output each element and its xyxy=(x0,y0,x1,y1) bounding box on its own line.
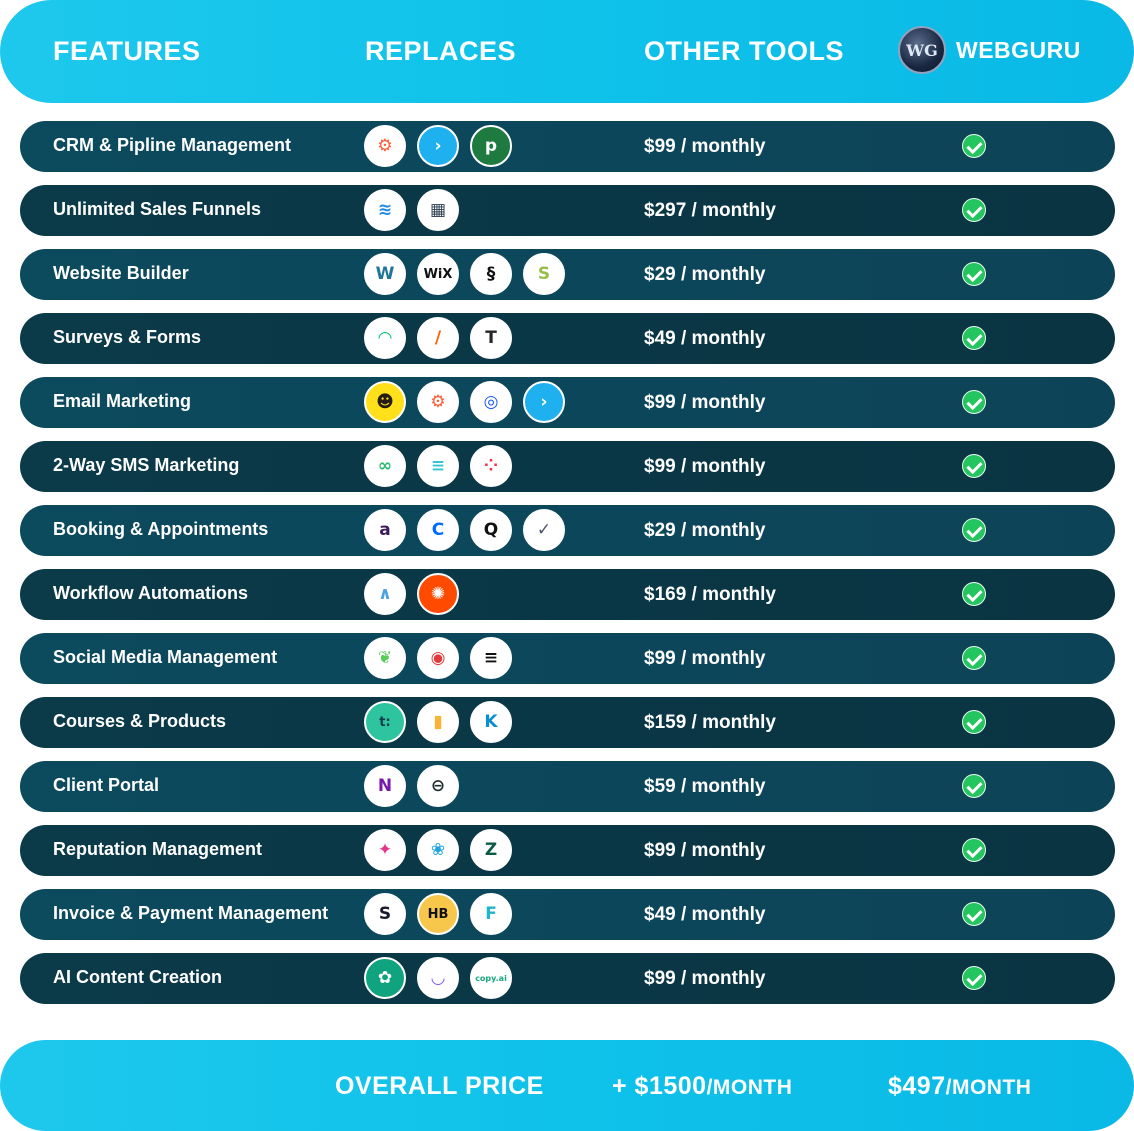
make-icon: ∧ xyxy=(364,573,406,615)
header-bar xyxy=(0,0,1134,103)
checkmark-icon xyxy=(962,646,986,670)
other-tools-price: $99 / monthly xyxy=(644,648,766,669)
table-row xyxy=(20,569,1115,620)
onenote-icon: N xyxy=(364,765,406,807)
sprout-social-icon: ❦ xyxy=(364,637,406,679)
replaced-tools xyxy=(364,637,523,679)
other-tools-price: $49 / monthly xyxy=(644,904,766,925)
column-header-other-tools: OTHER TOOLS xyxy=(644,36,845,66)
table-row xyxy=(20,953,1115,1004)
other-tools-price: $297 / monthly xyxy=(644,200,776,221)
feature-name: 2-Way SMS Marketing xyxy=(53,455,240,475)
table-row xyxy=(20,185,1115,236)
table-row xyxy=(20,505,1115,556)
webguru-logo-icon: WG xyxy=(898,26,946,74)
wix-icon: WiX xyxy=(417,253,459,295)
overall-price-label: OVERALL PRICE xyxy=(335,1072,544,1100)
replaced-tools xyxy=(364,317,523,359)
other-tools-price: $99 / monthly xyxy=(644,968,766,989)
footer-bar xyxy=(0,1040,1134,1131)
acuity-icon: a xyxy=(364,509,406,551)
surveymonkey-icon: ◠ xyxy=(364,317,406,359)
feature-name: Client Portal xyxy=(53,775,160,795)
replaced-tools xyxy=(364,445,523,487)
feature-name: Workflow Automations xyxy=(53,583,248,603)
other-tools-price: $29 / monthly xyxy=(644,520,766,541)
checkmark-icon xyxy=(962,518,986,542)
copyai-icon: copy.ai xyxy=(470,957,512,999)
pipedrive-icon: p xyxy=(470,125,512,167)
feature-name: Email Marketing xyxy=(53,391,192,411)
replaced-tools xyxy=(364,189,470,231)
other-tools-price: $99 / monthly xyxy=(644,456,766,477)
checkmark-icon xyxy=(962,134,986,158)
brand xyxy=(898,26,1081,74)
mailchimp-icon: ☻ xyxy=(364,381,406,423)
webguru-total xyxy=(888,1072,1031,1101)
webguru-total-unit: /MONTH xyxy=(945,1076,1032,1099)
leadpages-icon: ▦ xyxy=(417,189,459,231)
typeform-icon: T xyxy=(470,317,512,359)
checkmark-icon xyxy=(962,390,986,414)
calendly-icon: C xyxy=(417,509,459,551)
textmagic-icon: ≡ xyxy=(417,445,459,487)
shopify-icon: S xyxy=(523,253,565,295)
zapier-icon: ✺ xyxy=(417,573,459,615)
table-row xyxy=(20,313,1115,364)
column-header-features: FEATURES xyxy=(53,36,201,66)
checkmark-icon xyxy=(962,966,986,990)
replaced-tools xyxy=(364,573,470,615)
other-tools-total-amount: + $1500 xyxy=(612,1072,707,1100)
clientportal-icon: ⊖ xyxy=(417,765,459,807)
feature-name: Courses & Products xyxy=(53,711,227,731)
table-row xyxy=(20,825,1115,876)
feature-name: AI Content Creation xyxy=(53,967,222,987)
other-tools-price: $59 / monthly xyxy=(644,776,766,797)
feature-name: Invoice & Payment Management xyxy=(53,903,329,923)
hootsuite-icon: ◉ xyxy=(417,637,459,679)
checkmark-icon xyxy=(962,774,986,798)
checkmark-icon xyxy=(962,326,986,350)
honeybook-icon: HB xyxy=(417,893,459,935)
stripe-icon: S xyxy=(364,893,406,935)
oncehub-icon: ✓ xyxy=(523,509,565,551)
twilio-icon: ⁘ xyxy=(470,445,512,487)
clickfunnels-icon: ≋ xyxy=(364,189,406,231)
other-tools-price: $99 / monthly xyxy=(644,136,766,157)
constant-contact-icon: ◎ xyxy=(470,381,512,423)
activecampaign-icon: › xyxy=(523,381,565,423)
table-row xyxy=(20,633,1115,684)
checkmark-icon xyxy=(962,454,986,478)
replaced-tools xyxy=(364,253,576,295)
buffer-icon: ≡ xyxy=(470,637,512,679)
replaced-tools xyxy=(364,893,523,935)
chatgpt-icon: ✿ xyxy=(364,957,406,999)
table-row xyxy=(20,249,1115,300)
activecampaign-icon: › xyxy=(417,125,459,167)
feature-name: Booking & Appointments xyxy=(53,519,269,539)
hubspot-icon: ⚙ xyxy=(364,125,406,167)
webguru-total-amount: $497 xyxy=(888,1072,946,1100)
checkmark-icon xyxy=(962,582,986,606)
replaced-tools xyxy=(364,509,576,551)
feature-name: Website Builder xyxy=(53,263,189,283)
birdeye-chat-icon: ✦ xyxy=(364,829,406,871)
checkmark-icon xyxy=(962,262,986,286)
feature-name: CRM & Pipline Management xyxy=(53,135,292,155)
teachable-icon: t: xyxy=(364,701,406,743)
freshbooks-icon: F xyxy=(470,893,512,935)
replaced-tools xyxy=(364,765,470,807)
squarespace-icon: § xyxy=(470,253,512,295)
setmore-icon: Q xyxy=(470,509,512,551)
other-tools-price: $99 / monthly xyxy=(644,392,766,413)
checkmark-icon xyxy=(962,198,986,222)
feature-name: Unlimited Sales Funnels xyxy=(53,199,262,219)
table-row xyxy=(20,697,1115,748)
wordpress-icon: W xyxy=(364,253,406,295)
feature-name: Surveys & Forms xyxy=(53,327,202,347)
brand-name: WEBGURU xyxy=(956,36,1081,63)
thinkific-icon: ▮ xyxy=(417,701,459,743)
replaced-tools xyxy=(364,381,576,423)
feature-name: Reputation Management xyxy=(53,839,263,859)
table-row xyxy=(20,889,1115,940)
replaced-tools xyxy=(364,125,523,167)
replaced-tools xyxy=(364,957,523,999)
birdeye-icon: ❀ xyxy=(417,829,459,871)
checkmark-icon xyxy=(962,838,986,862)
other-tools-total-unit: /MONTH xyxy=(706,1076,793,1099)
feature-name: Social Media Management xyxy=(53,647,278,667)
jotform-icon: / xyxy=(417,317,459,359)
checkmark-icon xyxy=(962,902,986,926)
table-row xyxy=(20,377,1115,428)
comparison-list xyxy=(20,121,1115,1017)
replaced-tools xyxy=(364,829,523,871)
checkmark-icon xyxy=(962,710,986,734)
other-tools-price: $49 / monthly xyxy=(644,328,766,349)
table-row xyxy=(20,761,1115,812)
reviewtrackers-icon: Z xyxy=(470,829,512,871)
other-tools-price: $169 / monthly xyxy=(644,584,776,605)
jasper-icon: ◡ xyxy=(417,957,459,999)
other-tools-total xyxy=(612,1072,792,1101)
other-tools-price: $99 / monthly xyxy=(644,840,766,861)
kajabi-icon: K xyxy=(470,701,512,743)
simpletexting-icon: ∞ xyxy=(364,445,406,487)
other-tools-price: $29 / monthly xyxy=(644,264,766,285)
table-row xyxy=(20,121,1115,172)
column-header-replaces: REPLACES xyxy=(365,36,517,66)
hubspot-icon: ⚙ xyxy=(417,381,459,423)
replaced-tools xyxy=(364,701,523,743)
other-tools-price: $159 / monthly xyxy=(644,712,776,733)
table-row xyxy=(20,441,1115,492)
